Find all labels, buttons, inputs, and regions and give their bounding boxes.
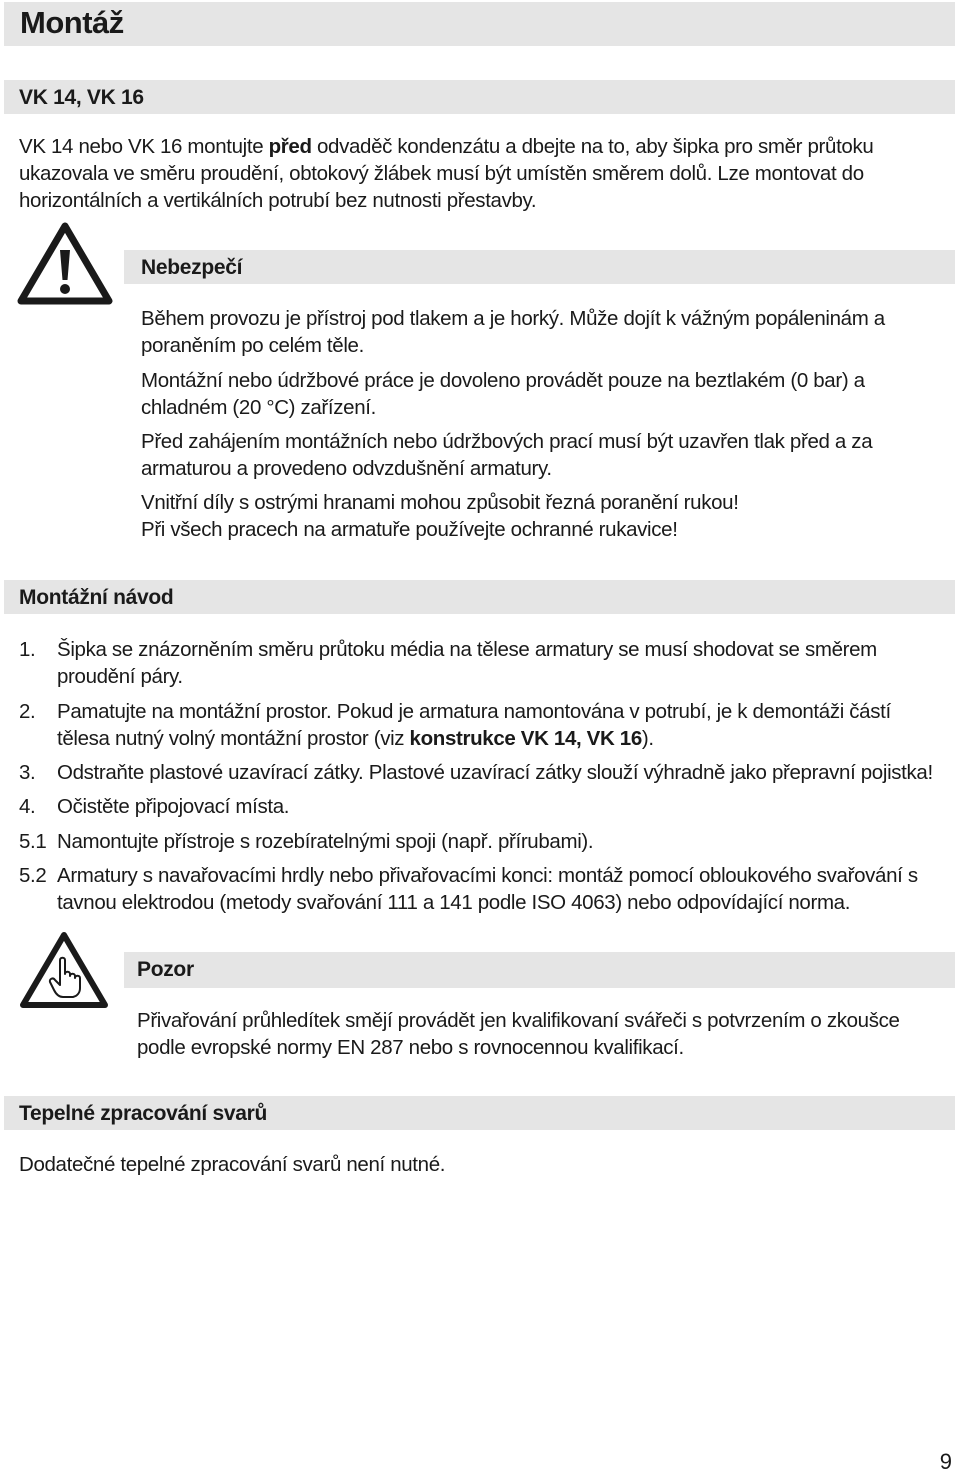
heat-heading: Tepelné zpracování svarů	[19, 1102, 268, 1125]
step-number: 2.	[19, 700, 36, 723]
caution-heading: Pozor	[137, 958, 194, 981]
danger-line: Během provozu je přístroj pod tlakem a je horký. Může dojít k vážným popáleninám a	[141, 307, 885, 330]
page-title-bar	[4, 2, 955, 46]
danger-line: Před zahájením montážních nebo údržbových prací musí být uzavřen tlak před a za	[141, 430, 873, 453]
step-text: tavnou elektrodou (metody svařování 111 a 141 podle ISO 4063) nebo odpovídající norma.	[57, 891, 851, 914]
warning-triangle-icon	[16, 220, 114, 306]
page-title: Montáž	[20, 5, 124, 40]
step-number: 3.	[19, 761, 36, 784]
caution-line: Přivařování průhledítek smějí provádět jen kvalifikovaní svářeči s potvrzením o zkoušce	[137, 1009, 900, 1032]
section-heading-vk: VK 14, VK 16	[19, 86, 144, 109]
step-text: Očistěte připojovací místa.	[57, 795, 290, 818]
vk-paragraph-line-1: VK 14 nebo VK 16 montujte před odvaděč kondenzátu a dbejte na to, aby šipka pro směr průtoku	[19, 135, 874, 158]
step-text: proudění páry.	[57, 665, 183, 688]
step-number: 1.	[19, 638, 36, 661]
instructions-heading-bar	[4, 580, 955, 614]
step-text: Pamatujte na montážní prostor. Pokud je armatura namontována v potrubí, je k demontáži částí	[57, 700, 891, 723]
step-number: 5.1	[19, 830, 47, 853]
step-text: Šipka se znázorněním směru průtoku média na tělese armatury se musí shodovat se směrem	[57, 638, 877, 661]
hand-caution-icon	[18, 930, 110, 1010]
vk-paragraph-line-3: horizontálních a vertikálních potrubí bez nutnosti přestavby.	[19, 189, 537, 212]
danger-line: Vnitřní díly s ostrými hranami mohou způsobit řezná poranění rukou!	[141, 491, 739, 514]
step-number: 5.2	[19, 864, 47, 887]
section-heading-bar-vk	[4, 80, 955, 114]
heat-text: Dodatečné tepelné zpracování svarů není nutné.	[19, 1153, 446, 1176]
heat-heading-bar	[4, 1096, 955, 1130]
danger-heading-bar	[124, 250, 955, 284]
step-text: Namontujte přístroje s rozebíratelnými spoji (např. přírubami).	[57, 830, 594, 853]
step-text: Odstraňte plastové uzavírací zátky. Plastové uzavírací zátky slouží výhradně jako přepravní pojistka!	[57, 761, 933, 784]
danger-line: Montážní nebo údržbové práce je dovoleno provádět pouze na beztlakém (0 bar) a	[141, 369, 865, 392]
page-number: 9	[939, 1449, 952, 1474]
step-number: 4.	[19, 795, 36, 818]
vk-paragraph-line-2: ukazovala ve směru proudění, obtokový žlábek musí být umístěn směrem dolů. Lze montovat do	[19, 162, 864, 185]
step-text: tělesa nutný volný montážní prostor (viz konstrukce VK 14, VK 16).	[57, 727, 654, 750]
step-text: Armatury s navařovacími hrdly nebo přivařovacími konci: montáž pomocí obloukového svařování s	[57, 864, 918, 887]
caution-line: podle evropské normy EN 287 nebo s rovnocennou kvalifikací.	[137, 1036, 684, 1059]
danger-line: poraněním po celém těle.	[141, 334, 364, 357]
danger-line: chladném (20 °C) zařízení.	[141, 396, 376, 419]
danger-line: armaturou a provedeno odvzdušnění armatury.	[141, 457, 552, 480]
danger-heading: Nebezpečí	[141, 256, 243, 279]
caution-heading-bar	[124, 952, 955, 988]
instructions-heading: Montážní návod	[19, 586, 174, 609]
danger-line: Při všech pracech na armatuře používejte ochranné rukavice!	[141, 518, 678, 541]
